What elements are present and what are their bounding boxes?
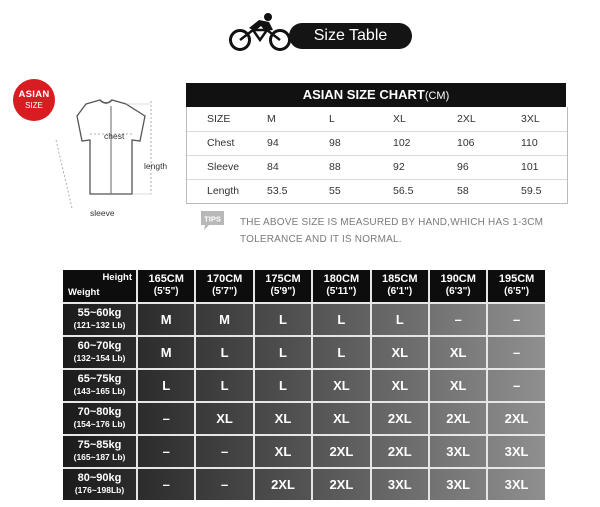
table-cell: 110 xyxy=(521,137,538,149)
size-cell: L xyxy=(253,370,311,401)
height-column-header xyxy=(253,270,311,302)
weight-kg: 75~85kg xyxy=(77,439,122,451)
height-cm: 180CM xyxy=(323,273,360,285)
table-cell: 102 xyxy=(393,137,411,149)
sleeve-label: sleeve xyxy=(90,208,115,218)
height-ft: (5'11") xyxy=(326,286,357,297)
column-header: M xyxy=(267,113,276,125)
height-column-header xyxy=(136,270,194,302)
size-cell: L xyxy=(136,370,194,401)
size-cell: – xyxy=(428,304,486,335)
table-cell: 53.5 xyxy=(267,185,288,197)
height-column-header xyxy=(194,270,252,302)
size-cell: XL xyxy=(253,436,311,467)
weight-row-label xyxy=(63,469,136,500)
asian-chart-title-text: ASIAN SIZE CHART xyxy=(302,87,425,102)
table-row xyxy=(63,368,545,401)
table-cell: 88 xyxy=(329,161,341,173)
size-cell: XL xyxy=(428,337,486,368)
badge-line1: ASIAN xyxy=(18,89,50,100)
jersey-diagram xyxy=(48,96,178,221)
size-cell: M xyxy=(136,304,194,335)
asian-chart-unit: (CM) xyxy=(424,90,450,102)
height-ft: (5'7") xyxy=(212,286,238,297)
table-header-row xyxy=(187,107,567,132)
table-cell: 92 xyxy=(393,161,405,173)
table-row xyxy=(63,401,545,434)
size-cell: XL xyxy=(370,370,428,401)
row-label: Length xyxy=(207,185,240,197)
size-cell: – xyxy=(136,469,194,500)
height-cm: 175CM xyxy=(265,273,301,285)
weight-row-label xyxy=(63,436,136,467)
table-row xyxy=(187,131,567,156)
size-cell: 2XL xyxy=(253,469,311,500)
asian-chart-title xyxy=(186,83,566,107)
height-ft: (6'3") xyxy=(445,286,471,297)
size-cell: 2XL xyxy=(311,469,369,500)
weight-height-size-chart xyxy=(63,270,545,498)
size-cell: 3XL xyxy=(370,469,428,500)
table-cell: 59.5 xyxy=(521,185,542,197)
size-cell: 3XL xyxy=(486,436,544,467)
table-cell: 101 xyxy=(521,161,539,173)
size-cell: L xyxy=(253,304,311,335)
table-cell: 106 xyxy=(457,137,475,149)
size-cell: 2XL xyxy=(370,403,428,434)
size-cell: M xyxy=(194,304,252,335)
size-cell: XL xyxy=(428,370,486,401)
corner-cell xyxy=(63,270,136,302)
height-column-header xyxy=(428,270,486,302)
size-cell: 3XL xyxy=(428,436,486,467)
table-row xyxy=(63,335,545,368)
size-cell: – xyxy=(194,436,252,467)
weight-lb: (176~198Lb) xyxy=(74,485,125,495)
size-cell: – xyxy=(136,403,194,434)
table-row xyxy=(63,467,545,500)
column-header: SIZE xyxy=(207,113,231,125)
size-table-title: Size Table xyxy=(289,23,412,49)
size-cell: XL xyxy=(194,403,252,434)
table-row xyxy=(187,155,567,180)
size-cell: XL xyxy=(253,403,311,434)
asian-size-table xyxy=(186,107,568,204)
weight-row-label xyxy=(63,403,136,434)
size-cell: L xyxy=(311,304,369,335)
chest-label: chest xyxy=(104,131,125,141)
size-cell: L xyxy=(194,337,252,368)
weight-row-label xyxy=(63,337,136,368)
height-axis-label: Height xyxy=(102,272,132,283)
weight-kg: 65~75kg xyxy=(77,373,122,385)
height-cm: 170CM xyxy=(206,273,243,285)
size-cell: L xyxy=(370,304,428,335)
column-header: 2XL xyxy=(457,113,476,125)
tips-icon xyxy=(199,209,226,231)
row-label: Sleeve xyxy=(207,161,240,173)
weight-kg: 60~70kg xyxy=(77,340,122,352)
tips-line1: THE ABOVE SIZE IS MEASURED BY HAND,WHICH HAS 1-3CM xyxy=(240,217,544,228)
height-ft: (6'1") xyxy=(387,286,413,297)
height-cm: 165CM xyxy=(148,273,184,285)
size-cell: L xyxy=(253,337,311,368)
height-cm: 190CM xyxy=(440,273,476,285)
column-header: 3XL xyxy=(521,113,540,125)
table-cell: 96 xyxy=(457,161,469,173)
height-cm: 185CM xyxy=(382,273,418,285)
size-cell: – xyxy=(486,337,544,368)
size-cell: 3XL xyxy=(428,469,486,500)
size-cell: – xyxy=(486,304,544,335)
height-ft: (6'5") xyxy=(504,286,530,297)
size-cell: L xyxy=(194,370,252,401)
size-cell: – xyxy=(194,469,252,500)
weight-kg: 70~80kg xyxy=(77,406,122,418)
table-row xyxy=(63,434,545,467)
height-column-header xyxy=(486,270,544,302)
height-ft: (5'9") xyxy=(270,286,296,297)
size-cell: – xyxy=(486,370,544,401)
table-row xyxy=(63,302,545,335)
height-column-header xyxy=(311,270,369,302)
height-ft: (5'5") xyxy=(153,286,179,297)
weight-lb: (143~165 Lb) xyxy=(73,386,126,396)
table-row xyxy=(187,179,567,203)
measurement-note xyxy=(240,214,570,248)
table-cell: 94 xyxy=(267,137,279,149)
tips-line2: TOLERANCE AND IT IS NORMAL. xyxy=(240,234,402,245)
weight-lb: (165~187 Lb) xyxy=(73,452,126,462)
tips-icon-text: TIPS xyxy=(204,214,221,224)
row-label: Chest xyxy=(207,137,235,149)
weight-lb: (121~132 Lb) xyxy=(73,320,126,330)
weight-row-label xyxy=(63,370,136,401)
table-cell: 56.5 xyxy=(393,185,414,197)
table-cell: 84 xyxy=(267,161,279,173)
height-column-header xyxy=(370,270,428,302)
weight-kg: 80~90kg xyxy=(77,472,122,484)
cyclist-icon xyxy=(227,12,295,52)
size-cell: XL xyxy=(370,337,428,368)
size-cell: XL xyxy=(311,370,369,401)
size-cell: M xyxy=(136,337,194,368)
table-cell: 98 xyxy=(329,137,341,149)
size-cell: 2XL xyxy=(428,403,486,434)
column-header: L xyxy=(329,113,335,125)
size-cell: L xyxy=(311,337,369,368)
size-cell: 2XL xyxy=(486,403,544,434)
weight-kg: 55~60kg xyxy=(77,307,122,319)
height-cm: 195CM xyxy=(498,273,535,285)
badge-line2: SIZE xyxy=(25,101,43,110)
length-label: length xyxy=(144,161,168,171)
jersey-outline-icon xyxy=(48,96,178,221)
size-cell: 2XL xyxy=(370,436,428,467)
size-cell: – xyxy=(136,436,194,467)
table-cell: 55 xyxy=(329,185,341,197)
size-cell: 2XL xyxy=(311,436,369,467)
table-cell: 58 xyxy=(457,185,469,197)
height-header-row xyxy=(63,270,545,302)
weight-lb: (132~154 Lb) xyxy=(73,353,126,363)
column-header: XL xyxy=(393,113,406,125)
size-cell: XL xyxy=(311,403,369,434)
size-cell: 3XL xyxy=(486,469,544,500)
weight-row-label xyxy=(63,304,136,335)
weight-lb: (154~176 Lb) xyxy=(73,419,126,429)
weight-axis-label: Weight xyxy=(68,287,100,298)
